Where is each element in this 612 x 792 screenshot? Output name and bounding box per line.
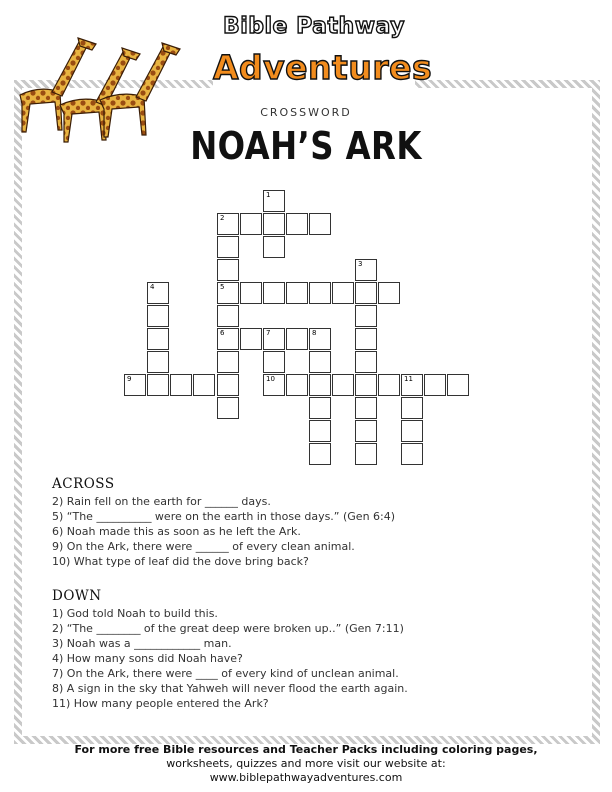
- crossword-cell[interactable]: [401, 420, 423, 442]
- footer: [0, 743, 612, 785]
- crossword-cell[interactable]: [263, 213, 285, 235]
- down-clues: [52, 588, 572, 711]
- crossword-cell[interactable]: [309, 351, 331, 373]
- crossword-cell[interactable]: [309, 397, 331, 419]
- grid-number: 8: [312, 329, 317, 337]
- crossword-cell[interactable]: [240, 213, 262, 235]
- down-heading: DOWN: [52, 588, 102, 604]
- crossword-cell[interactable]: [401, 397, 423, 419]
- crossword-cell[interactable]: [378, 374, 400, 396]
- crossword-cell[interactable]: [309, 443, 331, 465]
- crossword-cell[interactable]: [332, 282, 354, 304]
- crossword-cell[interactable]: [355, 351, 377, 373]
- clue-item: 11) How many people entered the Ark?: [52, 697, 269, 710]
- crossword-cell[interactable]: [355, 282, 377, 304]
- crossword-cell[interactable]: [286, 328, 308, 350]
- clue-item: 2) “The ________ of the great deep were broken up..” (Gen 7:11): [52, 622, 404, 635]
- crossword-cell[interactable]: [355, 443, 377, 465]
- brand-logo: [213, 12, 433, 96]
- clue-item: 6) Noah made this as soon as he left the Ark.: [52, 525, 301, 538]
- crossword-cell[interactable]: [147, 305, 169, 327]
- clue-item: 3) Noah was a ____________ man.: [52, 637, 232, 650]
- crossword-cell[interactable]: [332, 374, 354, 396]
- across-clues: [52, 476, 572, 569]
- crossword-cell[interactable]: [401, 443, 423, 465]
- crossword-cell[interactable]: [355, 305, 377, 327]
- crossword-cell[interactable]: [217, 259, 239, 281]
- clue-item: 2) Rain fell on the earth for ______ days.: [52, 495, 271, 508]
- crossword-cell[interactable]: [170, 374, 192, 396]
- crossword-cell[interactable]: [147, 328, 169, 350]
- crossword-cell[interactable]: [147, 351, 169, 373]
- grid-number: 1: [266, 191, 271, 199]
- brand-line-1: Bible Pathway: [222, 14, 406, 39]
- crossword-cell[interactable]: [147, 374, 169, 396]
- crossword-cell[interactable]: [217, 305, 239, 327]
- crossword-cell[interactable]: [217, 374, 239, 396]
- clue-item: 9) On the Ark, there were ______ of every clean animal.: [52, 540, 355, 553]
- footer-line-1: For more free Bible resources and Teacher Packs including coloring pages,: [74, 743, 538, 756]
- crossword-cell[interactable]: [217, 351, 239, 373]
- crossword-cell[interactable]: [217, 236, 239, 258]
- grid-number: 9: [127, 375, 132, 383]
- grid-number: 11: [404, 375, 413, 383]
- footer-line-2: worksheets, quizzes and more visit our website at:: [166, 757, 446, 770]
- crossword-cell[interactable]: [240, 328, 262, 350]
- crossword-cell[interactable]: [263, 236, 285, 258]
- crossword-cell[interactable]: [286, 282, 308, 304]
- crossword-cell[interactable]: [193, 374, 215, 396]
- grid-number: 6: [220, 329, 225, 337]
- crossword-cell[interactable]: [355, 374, 377, 396]
- crossword-cell[interactable]: [355, 420, 377, 442]
- brand-line-2: Adventures: [213, 48, 433, 87]
- crossword-cell[interactable]: [309, 420, 331, 442]
- crossword-cell[interactable]: [378, 282, 400, 304]
- clue-item: 7) On the Ark, there were ____ of every kind of unclean animal.: [52, 667, 399, 680]
- crossword-cell[interactable]: [355, 397, 377, 419]
- across-heading: ACROSS: [52, 476, 115, 492]
- crossword-cell[interactable]: [424, 374, 446, 396]
- crossword-cell[interactable]: [240, 282, 262, 304]
- crossword-cell[interactable]: [286, 374, 308, 396]
- clue-item: 1) God told Noah to build this.: [52, 607, 218, 620]
- clue-item: 4) How many sons did Noah have?: [52, 652, 243, 665]
- crossword-cell[interactable]: [309, 374, 331, 396]
- crossword-cell[interactable]: [355, 328, 377, 350]
- crossword-cell[interactable]: [309, 282, 331, 304]
- crossword-cell[interactable]: [263, 351, 285, 373]
- grid-number: 7: [266, 329, 271, 337]
- grid-number: 3: [358, 260, 363, 268]
- clue-item: 8) A sign in the sky that Yahweh will never flood the earth again.: [52, 682, 408, 695]
- grid-number: 10: [266, 375, 275, 383]
- page-subtitle: CROSSWORD: [260, 106, 352, 119]
- website-link[interactable]: www.biblepathwayadventures.com: [209, 771, 403, 784]
- grid-number: 2: [220, 214, 225, 222]
- crossword-cell[interactable]: [447, 374, 469, 396]
- crossword-cell[interactable]: [309, 213, 331, 235]
- crossword-cell[interactable]: [286, 213, 308, 235]
- crossword-cell[interactable]: [263, 282, 285, 304]
- grid-number: 4: [150, 283, 155, 291]
- clue-item: 5) “The __________ were on the earth in those days.” (Gen 6:4): [52, 510, 396, 523]
- page-title: NOAH’S ARK: [190, 124, 422, 168]
- grid-number: 5: [220, 283, 225, 291]
- clue-item: 10) What type of leaf did the dove bring back?: [52, 555, 309, 568]
- crossword-cell[interactable]: [217, 397, 239, 419]
